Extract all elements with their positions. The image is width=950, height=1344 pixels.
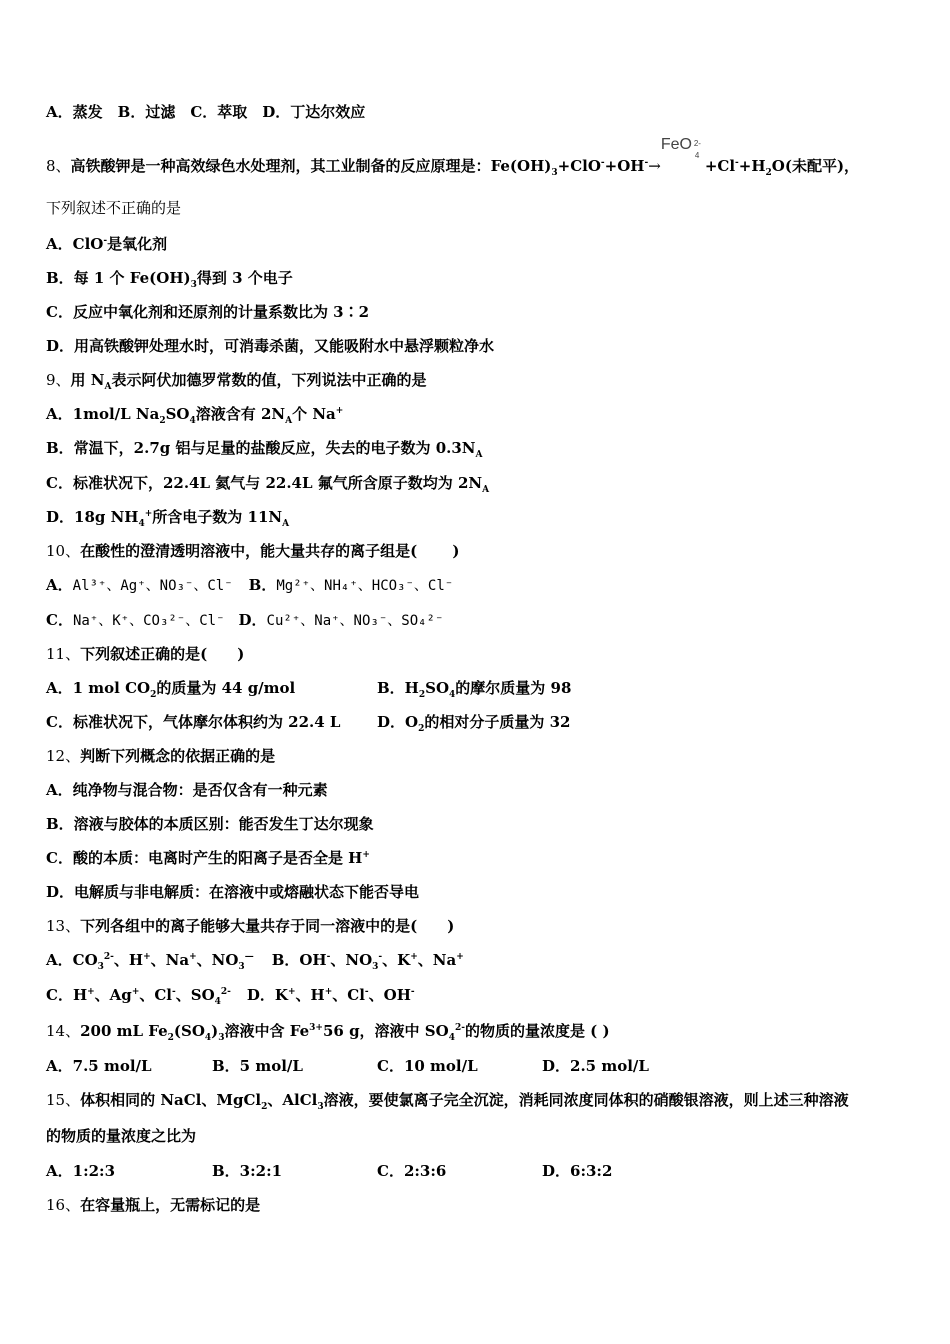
q8-formula-oh: +OH <box>604 157 645 175</box>
q13-option-a2-sup: + <box>143 952 151 962</box>
q10-option-b-label: B． <box>248 576 277 594</box>
q7-options-text: A．蒸发 B．过滤 C．萃取 D．丁达尔效应 <box>46 103 366 121</box>
q15-option-b-text: B．3:2:1 <box>212 1162 283 1180</box>
q12-number: 12、 <box>46 747 81 765</box>
q15-option-a-text: A．1:2:3 <box>46 1162 116 1180</box>
q13-option-d4-sup: - <box>410 987 415 997</box>
q9-option-d-sub: 4 <box>138 519 145 529</box>
q13-option-b2-sub: 3 <box>372 962 379 972</box>
q8-number: 8、 <box>46 157 71 175</box>
q11-option-d-text2: 的相对分子质量为 32 <box>424 713 571 731</box>
q14-option-c <box>377 1056 478 1076</box>
q8-sup-minus-1: - <box>600 158 605 168</box>
q16-stem <box>46 1195 260 1215</box>
q11-stem <box>46 644 244 664</box>
q9-option-a-sub3: A <box>285 416 293 426</box>
q8-sup-minus-3: - <box>735 158 739 168</box>
q8-stem-b <box>46 198 181 218</box>
q9-stem-text: 用 N <box>70 371 105 389</box>
q13-option-c2-sup: + <box>131 987 140 997</box>
q8-option-a-text: A．ClO <box>46 235 104 253</box>
q9-option-a-sub2: 4 <box>189 416 196 426</box>
q15-stem-sub2: 3 <box>317 1102 324 1112</box>
q8-feo4-formula-image <box>660 136 705 173</box>
q13-number: 13、 <box>46 917 81 935</box>
q13-options-cd <box>46 985 415 1005</box>
q15-option-c-text: C．2:3:6 <box>377 1162 447 1180</box>
q11-option-a-text: A．1 mol CO <box>46 679 151 697</box>
q8-sub-2: 2 <box>765 168 772 178</box>
q11-option-b-text: B．H <box>377 679 419 697</box>
q13-stem <box>46 916 454 936</box>
q9-option-b-sub: A <box>475 450 483 460</box>
q14-stem-1: 200 mL Fe <box>80 1022 168 1040</box>
q14-stem-sup5: 2- <box>454 1023 465 1033</box>
q10-option-d: Cu²⁺、Na⁺、NO₃⁻、SO₄²⁻ <box>266 613 444 629</box>
q8-stem <box>46 136 860 178</box>
q11-option-b-text2: SO <box>425 679 450 697</box>
q12-option-c-text: C．酸的本质：电离时产生的阳离子是否全是 H <box>46 849 363 867</box>
q13-option-a-sub: 3 <box>97 962 104 972</box>
q14-stem-sub5: 4 <box>448 1033 455 1043</box>
q9-option-a-sup: + <box>335 406 344 416</box>
q13-option-b-1: B．OH <box>271 951 327 969</box>
q13-option-c-3: 、Cl <box>139 986 172 1004</box>
q11-option-c <box>46 712 340 732</box>
q10-option-c-label: C． <box>46 611 73 629</box>
q14-stem-5: 56 g，溶液中 SO <box>322 1022 449 1040</box>
q14-stem-sub2: 4 <box>204 1033 212 1043</box>
q13-option-c-sup: + <box>87 987 95 997</box>
q15-option-d-text: D．6:3:2 <box>542 1162 613 1180</box>
q11-option-b-text3: 的摩尔质量为 98 <box>455 679 572 697</box>
q15-stem-sub1: 2 <box>261 1102 268 1112</box>
q9-option-d-text2: 所含电子数为 11N <box>152 508 283 526</box>
q9-option-a-text3: 溶液含有 2N <box>195 405 286 423</box>
q13-option-b2-sup: - <box>378 952 383 962</box>
q14-option-b <box>212 1056 303 1076</box>
q14-stem-2: (SO <box>173 1022 205 1040</box>
q14-stem-sub1: 2 <box>167 1033 174 1043</box>
q14-stem <box>46 1021 610 1041</box>
q9-option-d <box>46 507 289 527</box>
q15-option-a <box>46 1161 115 1181</box>
q15-option-d <box>542 1161 612 1181</box>
q13-option-a3-sup: + <box>189 952 197 962</box>
q8-formula-h2o: O(未配平)， <box>771 157 860 175</box>
q13-option-d3-sup: - <box>364 987 369 997</box>
q15-stem-4: 的物质的量浓度之比为 <box>46 1127 197 1145</box>
q10-number: 10、 <box>46 542 81 560</box>
q14-option-a <box>46 1056 152 1076</box>
q8-option-a-sup: - <box>103 236 108 246</box>
q8-option-b <box>46 268 293 288</box>
q9-stem-sub: A <box>104 382 112 392</box>
q9-option-c-sub: A <box>482 485 490 495</box>
q8-feo-sup: 2- <box>693 139 701 148</box>
q14-option-a-text: A．7.5 mol/L <box>46 1057 152 1075</box>
q13-option-c3-sup: - <box>172 987 176 997</box>
q11-option-d <box>377 712 570 732</box>
q13-option-a-4: 、NO <box>196 951 239 969</box>
q8-option-b-text: B．每 1 个 Fe(OH) <box>46 269 191 287</box>
q9-option-a-text: A．1mol/L Na <box>46 405 160 423</box>
q13-options-ab <box>46 950 464 970</box>
q11-option-b-sub1: 2 <box>418 690 426 700</box>
q15-option-c <box>377 1161 446 1181</box>
q8-formula-feoh: Fe(OH) <box>490 157 552 175</box>
q12-option-a <box>46 780 328 800</box>
q9-option-b <box>46 438 483 458</box>
q14-option-b-text: B．5 mol/L <box>212 1057 303 1075</box>
q14-stem-4: 溶液中含 Fe <box>224 1022 310 1040</box>
q11-option-b-sub2: 4 <box>449 690 456 700</box>
q13-option-d2-sup: + <box>324 987 333 997</box>
q10-option-a: Al³⁺、Ag⁺、NO₃⁻、Cl⁻ <box>72 578 233 594</box>
q8-sub-3: 3 <box>551 168 558 178</box>
q13-option-d-sup: + <box>287 987 296 997</box>
q11-stem-text: 下列叙述正确的是( ) <box>80 645 245 663</box>
q8-option-c <box>46 302 369 322</box>
q9-option-a-text2: SO <box>165 405 190 423</box>
q8-stem-text: 高铁酸钾是一种高效绿色水处理剂，其工业制备的反应原理是： <box>70 157 491 175</box>
q12-stem-text: 判断下列概念的依据正确的是 <box>80 747 276 765</box>
q9-option-d-sup: + <box>144 509 153 519</box>
q12-option-b <box>46 814 374 834</box>
q13-option-a4-sub: 3 <box>238 962 245 972</box>
q11-option-d-sub: 2 <box>418 724 425 734</box>
q8-stem-b-text: 下列叙述不正确的是 <box>46 199 182 217</box>
q16-stem-text: 在容量瓶上，无需标记的是 <box>80 1196 261 1214</box>
q8-formula-cl: +Cl <box>704 157 736 175</box>
q14-stem-3: ) <box>211 1022 219 1040</box>
q16-number: 16、 <box>46 1196 81 1214</box>
q8-feo-base: FeO <box>660 136 692 153</box>
q13-option-d-2: 、H <box>295 986 325 1004</box>
q11-option-c-text: C．标准状况下，气体摩尔体积约为 22.4 L <box>46 713 341 731</box>
q12-option-c <box>46 848 370 868</box>
q8-formula-h: +H <box>738 157 766 175</box>
q8-option-b-sub: 3 <box>190 280 197 290</box>
q13-option-a-2: 、H <box>113 951 144 969</box>
q13-option-b-3: 、K <box>382 951 411 969</box>
q9-number: 9、 <box>46 371 71 389</box>
q10-option-b: Mg²⁺、NH₄⁺、HCO₃⁻、Cl⁻ <box>276 578 454 594</box>
q8-option-b-text2: 得到 3 个电子 <box>196 269 293 287</box>
q13-option-d-1: D．K <box>246 986 288 1004</box>
q10-stem <box>46 541 460 561</box>
q8-arrow: → <box>648 157 661 175</box>
q13-option-a4-sup: — <box>244 952 254 962</box>
q9-option-c <box>46 473 489 493</box>
q8-option-a <box>46 234 167 254</box>
q9-stem <box>46 370 426 390</box>
q12-option-b-text: B．溶液与胶体的本质区别：能否发生丁达尔现象 <box>46 815 374 833</box>
q8-sup-minus-2: - <box>644 158 649 168</box>
q13-option-b3-sup: + <box>410 952 418 962</box>
q12-stem <box>46 746 275 766</box>
q15-stem <box>46 1090 849 1110</box>
q14-stem-sup4: 3+ <box>309 1023 323 1033</box>
q13-option-b4-sup: + <box>456 952 464 962</box>
q12-option-d <box>46 882 419 902</box>
q13-option-a-1: A．CO <box>46 951 98 969</box>
q8-formula-clo: +ClO <box>557 157 601 175</box>
q12-option-c-sup: + <box>362 850 370 860</box>
q10-option-d-label: D． <box>238 611 267 629</box>
q14-number: 14、 <box>46 1022 81 1040</box>
q13-option-c4-sub: 4 <box>214 997 221 1007</box>
q10-option-a-label: A． <box>46 576 73 594</box>
q9-option-c-text: C．标准状况下，22.4L 氦气与 22.4L 氟气所含原子数均为 2N <box>46 474 483 492</box>
q15-option-b <box>212 1161 282 1181</box>
q13-option-c-4: 、SO <box>175 986 215 1004</box>
q13-option-b-sup: - <box>326 952 331 962</box>
q8-option-c-text: C．反应中氧化剂和还原剂的计量系数比为 3∶2 <box>46 303 370 321</box>
q14-stem-sub3: 3 <box>218 1033 225 1043</box>
q11-option-d-text: D．O <box>377 713 419 731</box>
q10-options-cd <box>46 610 443 631</box>
q13-stem-text: 下列各组中的离子能够大量共存于同一溶液中的是( ) <box>80 917 455 935</box>
q9-option-d-text: D．18g NH <box>46 508 139 526</box>
q13-option-d-3: 、Cl <box>332 986 365 1004</box>
q13-option-a-3: 、Na <box>150 951 190 969</box>
q13-option-a-sup: 2- <box>103 952 114 962</box>
q11-number: 11、 <box>46 645 81 663</box>
q11-option-a <box>46 678 295 698</box>
q10-option-c: Na⁺、K⁺、CO₃²⁻、Cl⁻ <box>72 613 225 629</box>
q8-option-d-text: D．用高铁酸钾处理水时，可消毒杀菌，又能吸附水中悬浮颗粒净水 <box>46 337 495 355</box>
q8-feo-sub: 4 <box>694 151 700 160</box>
q9-option-a-sub1: 2 <box>159 416 166 426</box>
q15-stem-3: 溶液，要使氯离子完全沉淀，消耗同浓度同体积的硝酸银溶液，则上述三种溶液 <box>323 1091 849 1109</box>
q13-option-c-2: 、Ag <box>94 986 132 1004</box>
q10-options-ab <box>46 575 453 596</box>
q14-option-d-text: D．2.5 mol/L <box>542 1057 649 1075</box>
q14-option-c-text: C．10 mol/L <box>377 1057 478 1075</box>
q12-option-d-text: D．电解质与非电解质：在溶液中或熔融状态下能否导电 <box>46 883 420 901</box>
q7-options <box>46 102 365 122</box>
q9-option-d-sub2: A <box>282 519 290 529</box>
q8-option-a-text2: 是氧化剂 <box>107 235 168 253</box>
q15-stem-b <box>46 1126 196 1146</box>
q13-option-c4-sup: 2- <box>220 987 231 997</box>
q15-stem-1: 体积相同的 NaCl、MgCl <box>80 1091 262 1109</box>
q14-option-d <box>542 1056 649 1076</box>
q13-option-b-4: 、Na <box>417 951 457 969</box>
q13-option-b-2: 、NO <box>330 951 373 969</box>
q13-option-d-4: 、OH <box>368 986 411 1004</box>
q14-stem-6: 的物质的量浓度是 ( ) <box>464 1022 610 1040</box>
q15-stem-2: 、AlCl <box>267 1091 318 1109</box>
q9-option-a-text4: 个 Na <box>292 405 336 423</box>
q10-stem-text: 在酸性的澄清透明溶液中，能大量共存的离子组是( ) <box>80 542 460 560</box>
q9-stem-text2: 表示阿伏加德罗常数的值，下列说法中正确的是 <box>111 371 427 389</box>
q9-option-a <box>46 404 343 424</box>
q13-option-c-1: C．H <box>46 986 88 1004</box>
q11-option-a-sub: 2 <box>150 690 157 700</box>
q8-option-d <box>46 336 494 356</box>
q15-number: 15、 <box>46 1091 81 1109</box>
q11-option-a-text2: 的质量为 44 g/mol <box>156 679 296 697</box>
q12-option-a-text: A．纯净物与混合物：是否仅含有一种元素 <box>46 781 328 799</box>
q9-option-b-text: B．常温下，2.7g 铝与足量的盐酸反应，失去的电子数为 0.3N <box>46 439 476 457</box>
q11-option-b <box>377 678 571 698</box>
